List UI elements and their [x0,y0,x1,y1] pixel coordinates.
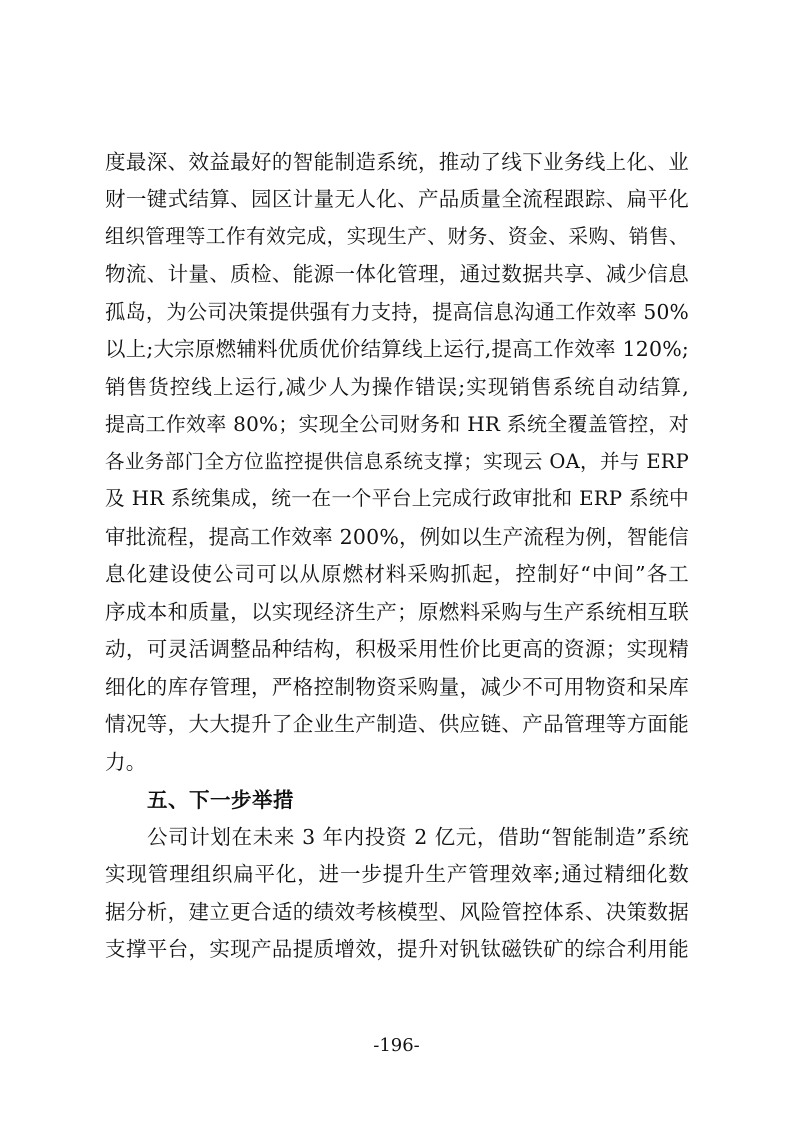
text-line: 各业务部门全方位监控提供信息系统支撑；实现云 OA，并与 ERP [105,450,689,473]
section-heading: 五、下一步举措 [147,788,294,812]
text-line: 孤岛，为公司决策提供强有力支持，提高信息沟通工作效率 50% [105,300,689,324]
text-line: 据分析，建立更合适的绩效考核模型、风险管控体系、决策数据 [105,900,689,924]
text-line: 息化建设使公司可以从原燃材料采购抓起，控制好“中间”各工 [105,562,689,586]
text-line: 支撑平台，实现产品提质增效，提升对钒钛磁铁矿的综合利用能 [105,937,689,961]
text-line: 组织管理等工作有效完成，实现生产、财务、资金、采购、销售、 [105,225,689,248]
text-line: 财一键式结算、园区计量无人化、产品质量全流程跟踪、扁平化 [105,187,689,211]
text-line: 力。 [105,750,147,774]
text-line: 以上;大宗原燃辅料优质优价结算线上运行,提高工作效率 120%; [105,337,689,361]
text-line: 细化的库存管理，严格控制物资采购量，减少不可用物资和呆库 [105,675,689,699]
text-line: 审批流程，提高工作效率 200%，例如以生产流程为例，智能信 [105,525,689,549]
text-line: 度最深、效益最好的智能制造系统，推动了线下业务线上化、业 [105,150,689,174]
page-number: -196- [373,1035,420,1056]
text-line: 序成本和质量，以实现经济生产；原燃料采购与生产系统相互联 [105,600,689,624]
text-line: 公司计划在未来 3 年内投资 2 亿元，借助“智能制造”系统 [147,825,689,849]
text-line: 销售货控线上运行,减少人为操作错误;实现销售系统自动结算, [105,375,689,399]
text-line: 实现管理组织扁平化，进一步提升生产管理效率;通过精细化数 [105,862,689,886]
text-line: 动，可灵活调整品种结构，积极采用性价比更高的资源；实现精 [105,637,689,661]
text-line: 物流、计量、质检、能源一体化管理，通过数据共享、减少信息 [105,262,689,286]
text-line: 情况等，大大提升了企业生产制造、供应链、产品管理等方面能 [105,712,689,736]
text-line: 及 HR 系统集成，统一在一个平台上完成行政审批和 ERP 系统中 [105,487,689,510]
text-line: 提高工作效率 80%；实现全公司财务和 HR 系统全覆盖管控，对 [105,412,689,436]
